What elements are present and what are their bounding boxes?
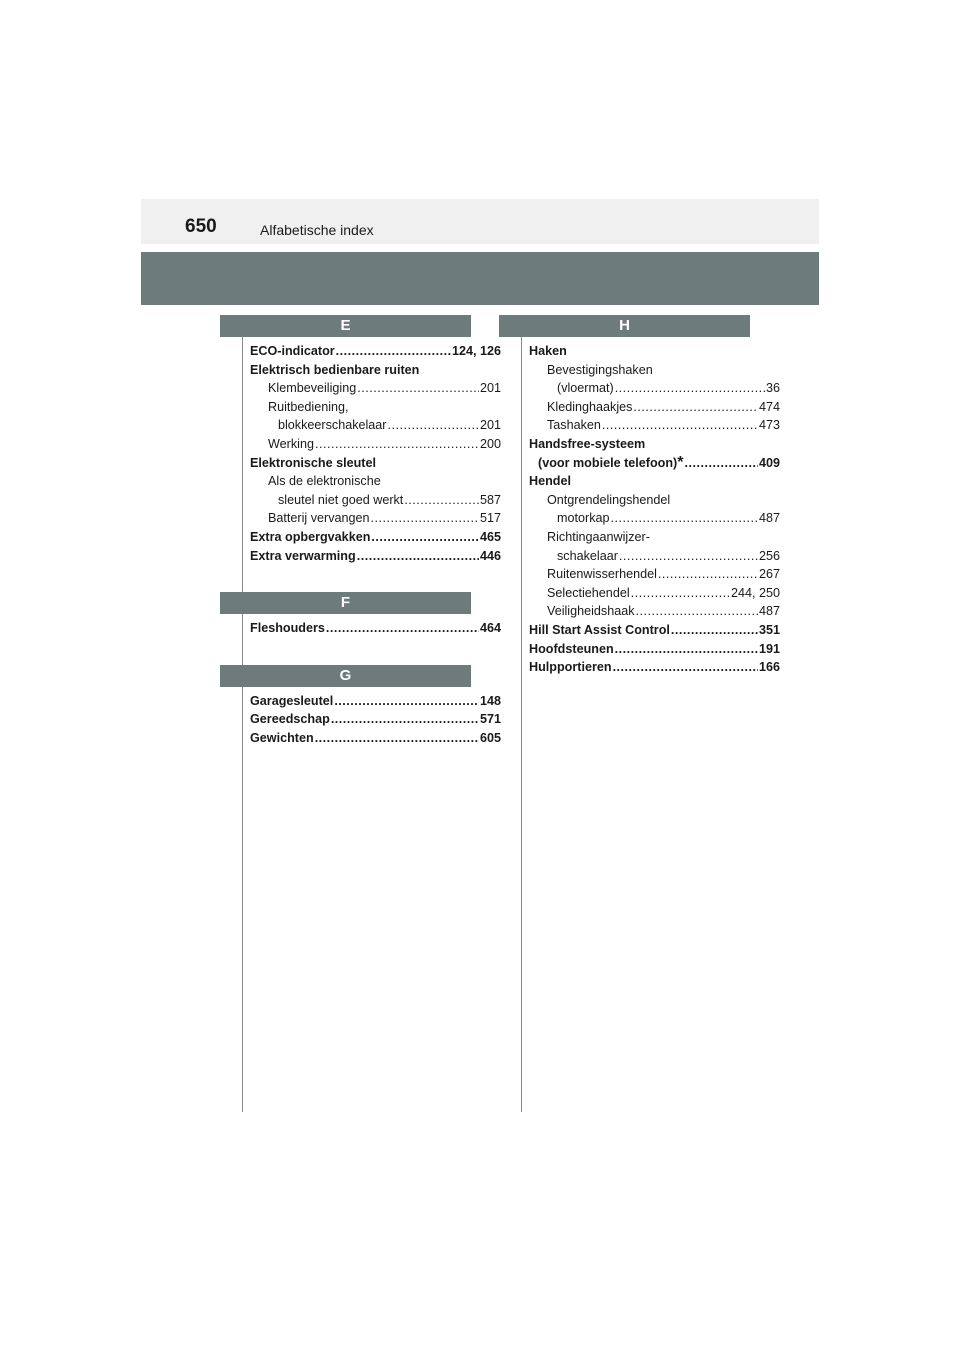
entry-label: Extra opbergvakken xyxy=(250,529,371,544)
entry-label: Hendel xyxy=(529,474,571,489)
entry-label: Handsfree-systeem xyxy=(529,436,646,451)
entry-label: motorkap xyxy=(557,511,610,526)
entry-page-number: 517 xyxy=(479,511,501,526)
index-entry xyxy=(250,710,501,729)
index-entry xyxy=(250,435,501,454)
left-column-rule xyxy=(242,337,243,1112)
entry-label: Ruitenwisserhendel xyxy=(547,567,657,582)
page-title: Alfabetische index xyxy=(260,222,374,238)
index-heading xyxy=(529,528,780,547)
page-header xyxy=(141,199,819,244)
entry-label: Veiligheidshaak xyxy=(547,604,635,619)
section-letter-header: H xyxy=(499,315,750,337)
index-entry-list xyxy=(250,692,501,748)
entry-page-number: 487 xyxy=(758,511,780,526)
entry-page-number: 464 xyxy=(479,621,501,636)
leader-dots xyxy=(613,658,758,677)
entry-page-number: 124, 126 xyxy=(451,344,501,358)
entry-page-number: 473 xyxy=(758,418,780,433)
index-entry xyxy=(529,398,780,417)
index-entry xyxy=(529,640,780,659)
entry-page-number: 474 xyxy=(758,399,780,414)
entry-label: Werking xyxy=(268,436,314,451)
entry-label: Richtingaanwijzer- xyxy=(547,529,650,544)
index-heading xyxy=(250,472,501,491)
section-gap xyxy=(250,638,501,665)
entry-label: (voor mobiele telefoon) xyxy=(538,455,678,470)
leader-dots xyxy=(371,509,479,528)
leader-dots xyxy=(671,621,758,640)
leader-dots xyxy=(658,565,758,584)
entry-page-number: 201 xyxy=(479,418,501,433)
index-entry xyxy=(529,584,780,603)
leader-dots xyxy=(631,584,730,603)
entry-label: Gewichten xyxy=(250,730,314,745)
leader-dots xyxy=(602,416,758,435)
leader-dots xyxy=(331,710,479,729)
entry-page-number: 267 xyxy=(758,567,780,582)
entry-label: (vloermat) xyxy=(557,381,614,396)
leader-dots xyxy=(633,398,758,417)
index-heading xyxy=(529,435,780,454)
index-entry xyxy=(250,528,501,547)
index-heading xyxy=(250,361,501,380)
entry-page-number: 587 xyxy=(479,492,501,507)
index-heading xyxy=(529,472,780,491)
section-gap xyxy=(250,565,501,592)
entry-page-number: 36 xyxy=(765,381,780,396)
index-entry xyxy=(529,602,780,621)
entry-page-number: 148 xyxy=(479,693,501,708)
page-number: 650 xyxy=(185,216,217,237)
index-entry xyxy=(250,379,501,398)
leader-dots xyxy=(388,416,479,435)
entry-page-number: 244, 250 xyxy=(730,585,780,600)
index-entry-list xyxy=(250,619,501,638)
entry-label: Batterij vervangen xyxy=(268,511,370,526)
section-letter-header: E xyxy=(220,315,471,337)
index-entry xyxy=(250,342,501,361)
leader-dots xyxy=(315,729,479,748)
entry-label: ECO-indicator xyxy=(250,344,335,358)
entry-page-number: 191 xyxy=(758,641,780,656)
entry-label: Garagesleutel xyxy=(250,693,334,708)
entry-page-number: 256 xyxy=(758,548,780,563)
entry-label: Kledinghaakjes xyxy=(547,399,633,414)
entry-label: schakelaar xyxy=(557,548,618,563)
entry-label: Klembeveiliging xyxy=(268,381,357,396)
right-index-column xyxy=(529,315,780,677)
index-entry xyxy=(529,509,780,528)
entry-label: Selectiehendel xyxy=(547,585,630,600)
index-entry xyxy=(250,729,501,748)
index-entry xyxy=(250,619,501,638)
index-entry-list xyxy=(529,342,780,677)
index-entry xyxy=(529,565,780,584)
leader-dots xyxy=(615,640,758,659)
left-index-column xyxy=(250,315,501,748)
index-heading xyxy=(529,361,780,380)
index-entry xyxy=(250,692,501,711)
entry-label: Hoofdsteunen xyxy=(529,641,614,656)
leader-dots xyxy=(615,379,765,398)
index-entry xyxy=(250,547,501,566)
index-entry: (voor mobiele telefoon) * ..... 409 xyxy=(529,454,780,473)
index-entry xyxy=(250,416,501,435)
entry-page-number: 409 xyxy=(758,455,780,470)
entry-page-number: 351 xyxy=(758,622,780,637)
entry-page-number: 571 xyxy=(479,712,501,727)
entry-label: Extra verwarming xyxy=(250,548,356,563)
index-heading xyxy=(250,454,501,473)
index-entry xyxy=(529,547,780,566)
entry-label: Bevestigingshaken xyxy=(547,362,653,377)
entry-label: blokkeerschakelaar xyxy=(278,418,387,433)
entry-label: Elektronische sleutel xyxy=(250,455,376,470)
entry-label: Ruitbediening, xyxy=(268,399,349,414)
index-heading xyxy=(250,398,501,417)
index-entry xyxy=(529,621,780,640)
leader-dots xyxy=(611,509,758,528)
entry-label: Hill Start Assist Control xyxy=(529,622,670,637)
right-column-rule xyxy=(521,337,522,1112)
entry-label: Hulpportieren xyxy=(529,660,612,675)
leader-dots xyxy=(315,435,479,454)
entry-label: Ontgrendelingshendel xyxy=(547,492,671,507)
entry-page-number: 200 xyxy=(479,436,501,451)
leader-dots xyxy=(684,454,758,473)
header-band xyxy=(141,252,819,305)
entry-page-number: 166 xyxy=(758,660,780,675)
leader-dots xyxy=(636,602,758,621)
leader-dots xyxy=(371,528,479,547)
leader-dots xyxy=(334,692,479,711)
entry-page-number: 465 xyxy=(479,529,501,544)
entry-page-number: 446 xyxy=(479,548,501,563)
entry-label: Haken xyxy=(529,344,567,358)
section-letter-header: F xyxy=(220,592,471,614)
leader-dots xyxy=(357,379,479,398)
entry-label: Als de elektronische xyxy=(268,474,381,489)
index-heading xyxy=(529,342,780,361)
index-entry xyxy=(250,509,501,528)
entry-label: Fleshouders xyxy=(250,621,325,636)
leader-dots xyxy=(404,491,479,510)
entry-page-number: 487 xyxy=(758,604,780,619)
index-entry xyxy=(529,416,780,435)
entry-page-number: 605 xyxy=(479,730,501,745)
entry-label: Gereedschap xyxy=(250,712,330,727)
leader-dots xyxy=(619,547,758,566)
entry-label: Tashaken xyxy=(547,418,601,433)
index-entry xyxy=(529,379,780,398)
index-entry-list xyxy=(250,342,501,565)
index-entry xyxy=(250,491,501,510)
entry-label: sleutel niet goed werkt xyxy=(278,492,404,507)
entry-label: Elektrisch bedienbare ruiten xyxy=(250,362,420,377)
leader-dots xyxy=(326,619,479,638)
leader-dots xyxy=(357,547,479,566)
section-letter-header: G xyxy=(220,665,471,687)
index-entry xyxy=(529,658,780,677)
entry-page-number: 201 xyxy=(479,381,501,396)
index-heading xyxy=(529,491,780,510)
leader-dots xyxy=(336,342,451,361)
